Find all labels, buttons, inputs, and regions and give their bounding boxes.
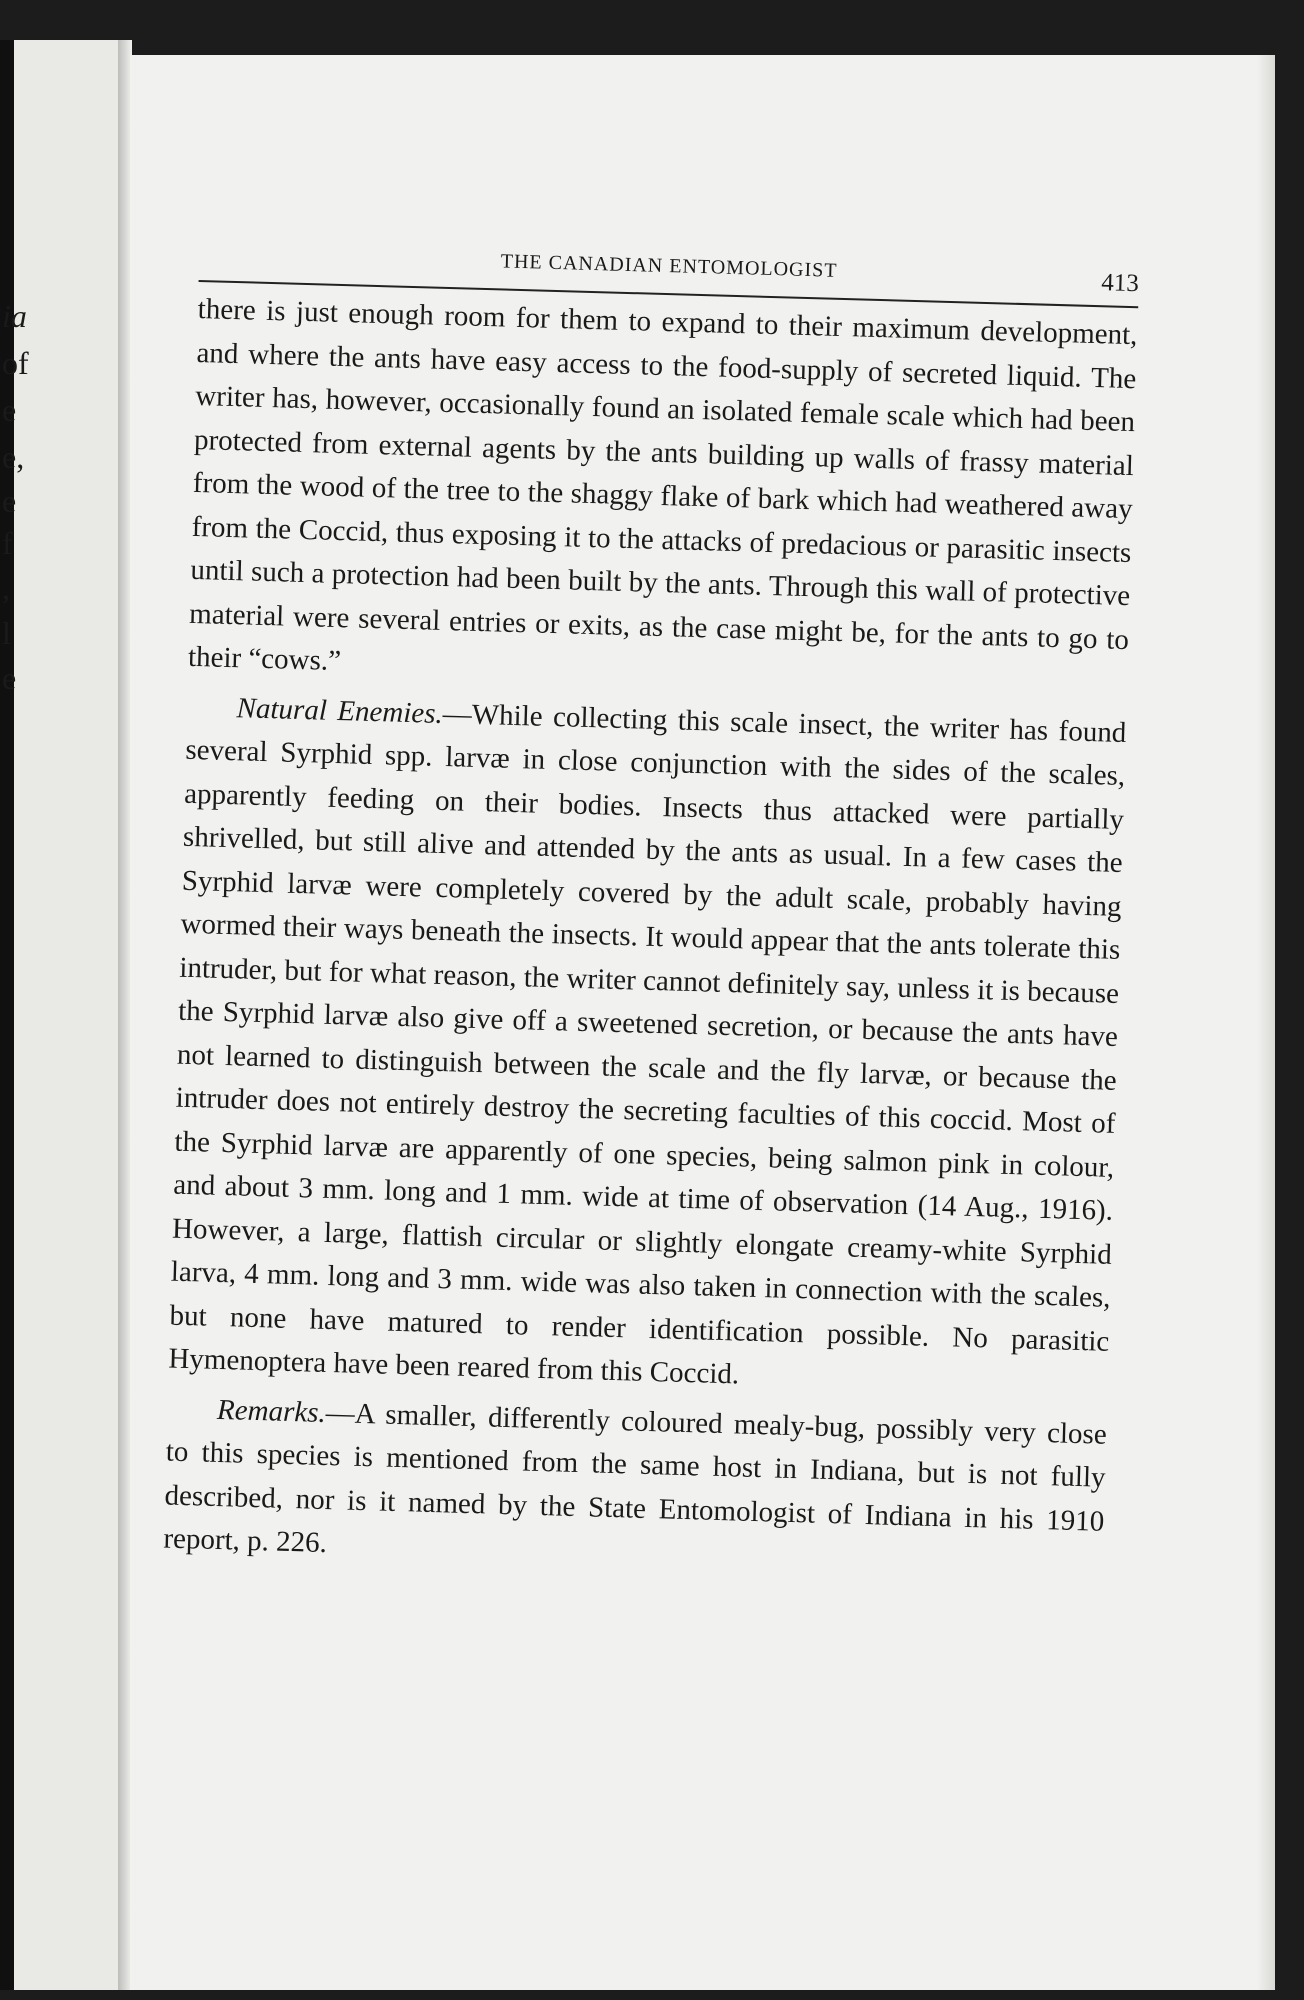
book-page	[130, 55, 1275, 1990]
margin-fragment: ia	[2, 298, 27, 334]
paragraph-natural-enemies	[168, 685, 1127, 1407]
margin-fragment: e,	[2, 439, 25, 475]
paragraph-continuation	[187, 288, 1138, 706]
margin-fragment: e	[2, 483, 17, 519]
margin-fragment: of	[2, 345, 29, 381]
page-edge-shadow	[1257, 55, 1275, 1990]
margin-fragment: f	[2, 525, 13, 561]
section-lead-natural-enemies: Natural Enemies.	[236, 691, 444, 730]
paragraph-text: there is just enough room for them to expand to their maximum development, and where the ants have easy access to the food-supply of secreted liquid. The writer has, however, occasionally found an isolated female scale which had been protected from external agents by the ants building up walls of frassy material from the wood of the tree to the shaggy flake of bark which had weathered away from the Coccid, thus exposing it to the attacks of predacious or parasitic insects until such a protection had been built by the ants. Through this wall of protective material were several entries or exits, as the case might be, for the ants to go to their “cows.”	[187, 292, 1138, 678]
previous-page-edge	[0, 40, 120, 1990]
paragraph-text: —While collecting this scale insect, the writer has found several Syrphid spp. larvæ in close conjunction with the sides of the scales, apparently feeding on their bodies. Insects thus attacked were partially shrivelled, but still alive and attended by the ants as usual. In a few cases the Syrphid larvæ were completely covered by the adult scale, probably having wormed their ways beneath the insects. It would appear that the ants tolerate this intruder, but for what reason, the writer cannot definitely say, unless it is because the Syrphid larvæ also give off a sweetened secretion, or because the ants have not learned to distinguish between the scale and the fly larvæ, or because the intruder does not entirely destroy the secreting faculties of this coccid. Most of the Syrphid larvæ are apparently of one species, being salmon pink in colour, and about 3 mm. long and 1 mm. wide at time of observation (14 Aug., 1916). However, a large, flattish circular or slightly elongate creamy-white Syrphid larva, 4 mm. long and 3 mm. wide was also taken in connection with the scales, but none have matured to render identification possible. No parasitic Hymenoptera have been reared from this Coccid.	[168, 697, 1127, 1391]
paragraph-text: —A smaller, differently coloured mealy-bug, possibly very close to this species is mentioned from the same host in Indiana, but is not fully described, nor is it named by the State Entomologist of Indiana in his 1910 report, p. 226.	[163, 1396, 1108, 1560]
page-content	[163, 230, 1140, 1587]
section-lead-remarks: Remarks.	[216, 1393, 327, 1429]
margin-fragment: e	[2, 660, 17, 696]
running-title: THE CANADIAN ENTOMOLOGIST	[500, 250, 838, 282]
margin-fragment: ,	[2, 570, 10, 606]
margin-fragment: e	[2, 392, 17, 428]
paragraph-remarks	[163, 1387, 1107, 1587]
page-number: 413	[1101, 269, 1140, 298]
margin-fragment: l	[2, 615, 11, 651]
